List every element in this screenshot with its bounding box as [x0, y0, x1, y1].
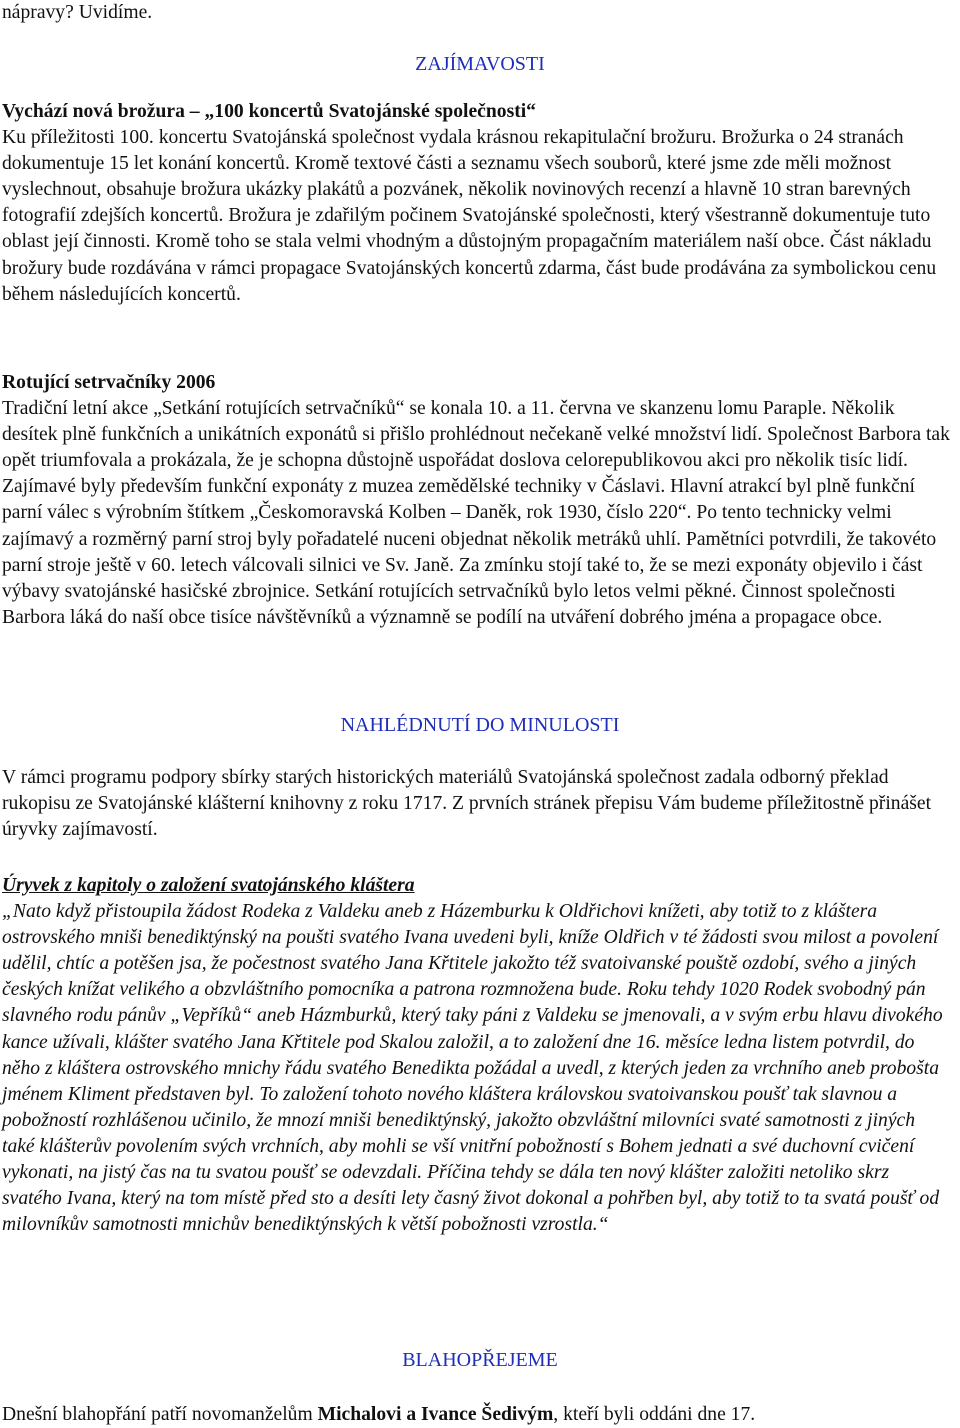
nahlednuti-heading: NAHLÉDNUTÍ DO MINULOSTI — [340, 714, 620, 736]
chronicle-excerpt-title: Úryvek z kapitoly o založení svatojánského kláštera — [2, 875, 415, 896]
congratulations-text — [2, 1402, 952, 1428]
nahlednuti-intro: V rámci programu podpory sbírky starých historických materiálů Svatojánská společnost zadala odborný překlad rukopisu ze Svatojánské klášterní knihovny z roku 1717. Z prvních stránek přepisu Vám budeme příležitostně přinášet úryvky zajímavostí. — [2, 767, 932, 841]
newlyweds-names: Michalovi a Ivance Šedivým — [317, 1404, 554, 1425]
brochure-article-title: Vychází nová brožura – „100 koncertů Svatojánské společnosti“ — [2, 101, 536, 122]
zajimavosti-heading: ZAJÍMAVOSTI — [415, 53, 545, 75]
chronicle-excerpt-text: „Nato když přistoupila žádost Rodeka z Valdeku aneb z Házemburku k Oldřichovi knížeti, aby totiž to z kláštera ostrovského mniši benediktýnský na poušti svatého Ivana uvedeni byli, kníže Oldřich v té žádosti svou milost a povolení udělil, chtíc a potěšen jsa, že počestnost svatého Jana Křtitele jakožto též svatoivanské pouště ozdobí, svého a jiných českých knížat velikého a obzvláštního pomocníka a patrona rozmnožena bude. Roku tehdy 1020 Rodek svobodný pán slavného rodu pánův „Vepříků“ aneb Házmburků, který taky páni z Valdeku se jmenovali, a v svým erbu hlavu divokého kance užívali, klášter svatého Jana Křtitele pod Skalou založil, a to založení dne 16. měsíce ledna listem potvrdil, do něho z kláštera ostrovského mnichy řádu svatého Benedikta požádal a uvedl, z kterých jeden za vrchního aneb probošta jménem Kliment představen byl. To založení tohoto nového kláštera královskou svatoivanskou poušť tak slavnou a pobožností rozhlášenou učinilo, že mnozí mniši benediktýnský, jakožto obzvláštní milovníci svaté samotnosti z jiných také klášterův povolením svých vrchních, aby mohli se vší vnitřní pobožností s Bohem jednati a své duchovní cvičení vykonati, na jistý čas na tu svatou poušť se odevzdali. Příčina tehdy se dála ten nový klášter založiti netoliko skrz svatého Ivana, který na tom místě před sto a desíti lety časný život dokonal a pohřben byl, aby totiž to ta svatá poušť od milovníkův samotnosti mnichův benediktýnských k větší pobožnosti vzrostla.“ — [2, 901, 943, 1236]
intro-tail-text: nápravy? Uvidíme. — [2, 2, 153, 23]
brochure-article — [2, 99, 952, 308]
blahoprejeme-heading: BLAHOPŘEJEME — [402, 1349, 558, 1371]
flywheels-article-title: Rotující setrvačníky 2006 — [2, 372, 216, 393]
flywheels-article — [2, 370, 952, 631]
congratulations-tail: , kteří byli oddáni dne 17. — [553, 1404, 756, 1425]
brochure-article-body: Ku příležitosti 100. koncertu Svatojánská společnost vydala krásnou rekapitulační brožuru. Brožurka o 24 stranách dokumentuje 15 let konání koncertů. Kromě textové části a seznamu všech souborů, které jsme zde měli možnost vyslechnout, obsahuje brožura ukázky plakátů a pozvánek, několik novinových recenzí a hlavně 10 stran barevných fotografií zdejších koncertů. Brožura je zdařilým počinem Svatojánské společnosti, který všestranně dokumentuje tuto oblast její činnosti. Kromě toho se stala velmi vhodným a důstojným propagačním materiálem naší obce. Část nákladu brožury bude rozdávána v rámci propagace Svatojánských koncertů zdarma, část bude prodávána za symbolickou cenu během následujících koncertů. — [2, 127, 937, 305]
chronicle-excerpt — [2, 873, 952, 1238]
flywheels-article-body: Tradiční letní akce „Setkání rotujících setrvačníků“ se konala 10. a 11. června ve skanzenu lomu Paraple. Několik desítek plně funkčních a unikátních exponátů si přišlo prohlédnout nečekaně velké množství lidí. Společnost Barbora tak opět triumfovala a prokázala, že je schopna důstojně uspořádat doslova celorepublikovou akci pro několik tisíc lidí. Zajímavé byly především funkční exponáty z muzea zemědělské techniky v Čáslavi. Hlavní atrakcí byl plně funkční parní válec s výrobním štítkem „Českomoravská Kolben – Daněk, rok 1930, číslo 220“. Po tento technicky velmi zajímavý a rozměrný parní stroj byly pořadatelé nuceni objednat několik metráků uhlí. Pamětníci potvrdili, že takovéto parní stroje ještě v 60. letech válcovali silnici ve Sv. Janě. Za zmínku stojí také to, že se mezi exponáty objevilo i část výbavy svatojánské hasičské zbrojnice. Setkání rotujících setrvačníků bylo letos velmi pěkné. Činnost společnosti Barbora láká do naší obce tisíce návštěvníků a významně se podílí na utváření dobrého jména a propagace obce. — [2, 398, 950, 628]
congratulations-lead: Dnešní blahopřání patří novomanželům — [2, 1404, 318, 1425]
